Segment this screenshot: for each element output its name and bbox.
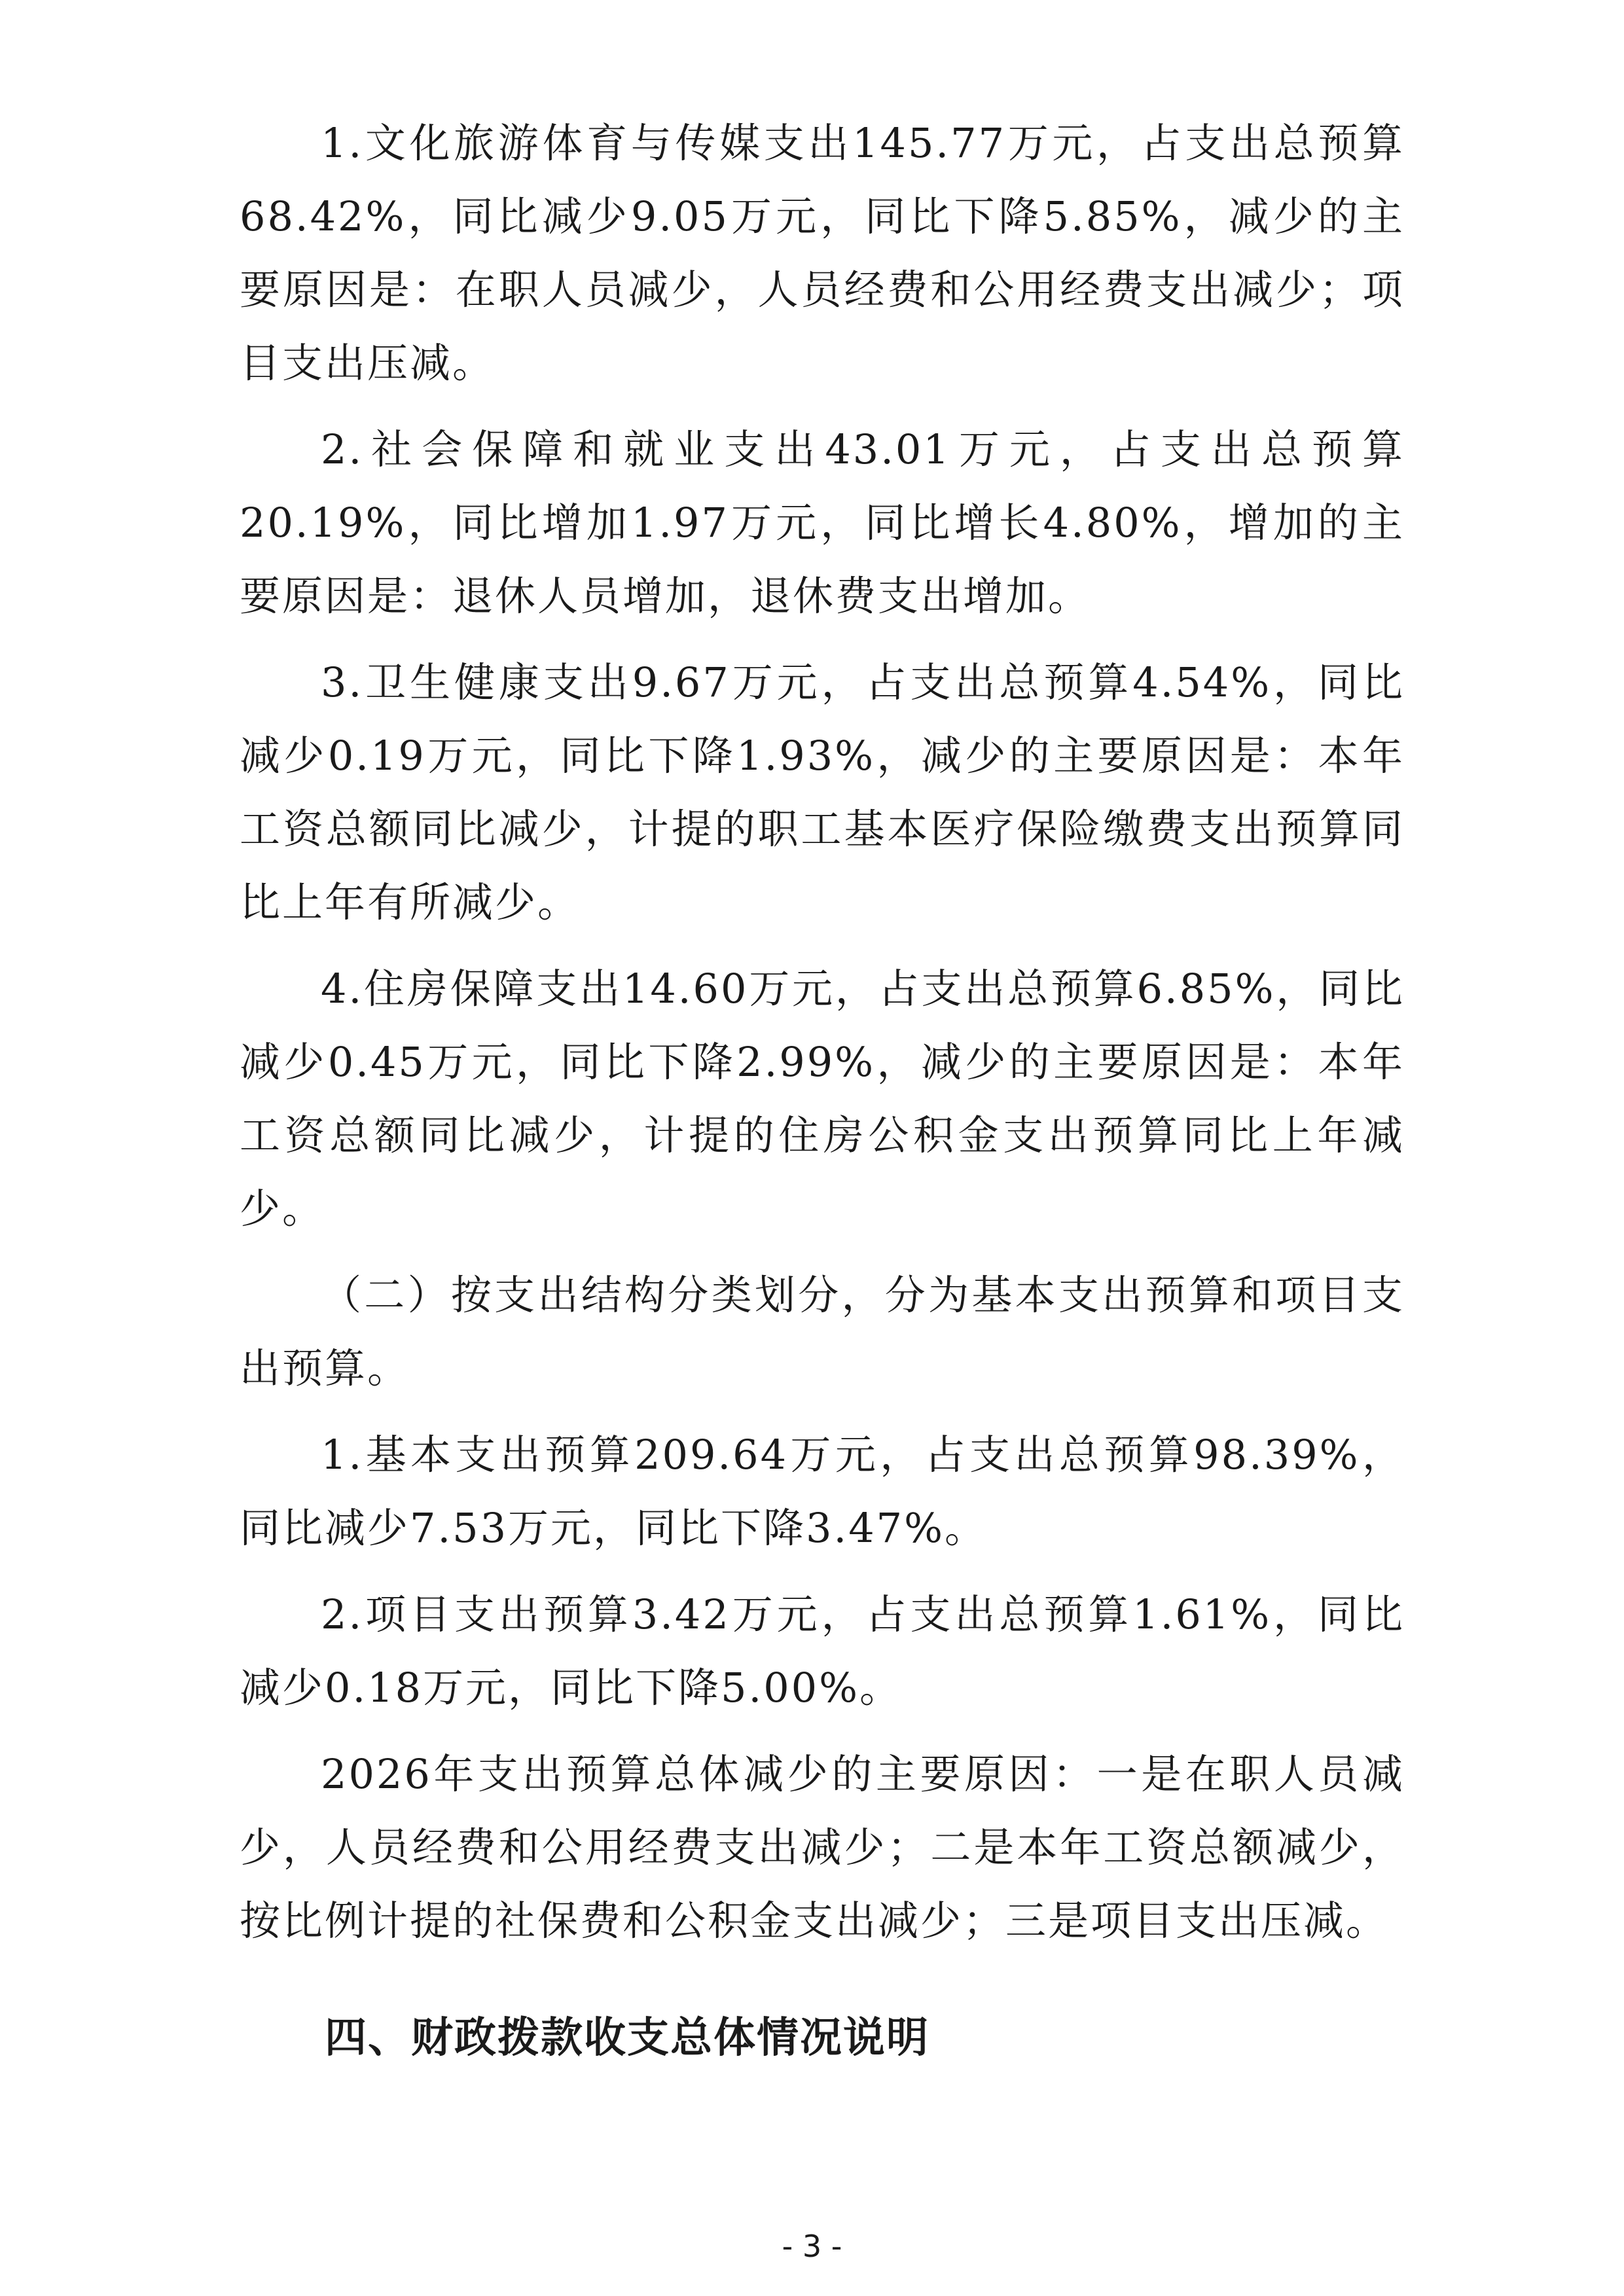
paragraph-basic-expenditure: 1.基本支出预算209.64万元，占支出总预算98.39%，同比减少7.53万元，同比下降3.47%。 (240, 1431, 1405, 1552)
paragraph-project-expenditure: 2.项目支出预算3.42万元，占支出总预算1.61%，同比减少0.18万元，同比下降5.00%。 (240, 1590, 1405, 1712)
section-heading: 四、财政拨款收支总体情况说明 (325, 2014, 929, 2062)
paragraph-housing-expenditure: 4.住房保障支出14.60万元，占支出总预算6.85%，同比减少0.45万元，同比下降2.99%，减少的主要原因是：本年工资总额同比减少，计提的住房公积金支出预算同比上年减少。 (240, 965, 1405, 1232)
page-number: - 3 - (782, 2229, 842, 2264)
paragraph-culture-tourism-expenditure: 1.文化旅游体育与传媒支出145.77万元，占支出总预算68.42%，同比减少9.05万元，同比下降5.85%，减少的主要原因是：在职人员减少，人员经费和公用经费支出减少；项目支出压减。 (240, 119, 1405, 387)
paragraph-social-security-expenditure: 2.社会保障和就业支出43.01万元，占支出总预算20.19%，同比增加1.97万元，同比增长4.80%，增加的主要原因是：退休人员增加，退休费支出增加。 (240, 425, 1405, 620)
paragraph-structure-classification: （二）按支出结构分类划分，分为基本支出预算和项目支出预算。 (240, 1271, 1405, 1392)
paragraph-overall-decrease-reasons: 2026年支出预算总体减少的主要原因：一是在职人员减少，人员经费和公用经费支出减少；二是本年工资总额减少，按比例计提的社保费和公积金支出减少；三是项目支出压减。 (240, 1750, 1405, 1945)
document-body (240, 107, 1405, 1971)
paragraph-health-expenditure: 3.卫生健康支出9.67万元，占支出总预算4.54%，同比减少0.19万元，同比下降1.93%，减少的主要原因是：本年工资总额同比减少，计提的职工基本医疗保险缴费支出预算同比上年有所减少。 (240, 658, 1405, 926)
